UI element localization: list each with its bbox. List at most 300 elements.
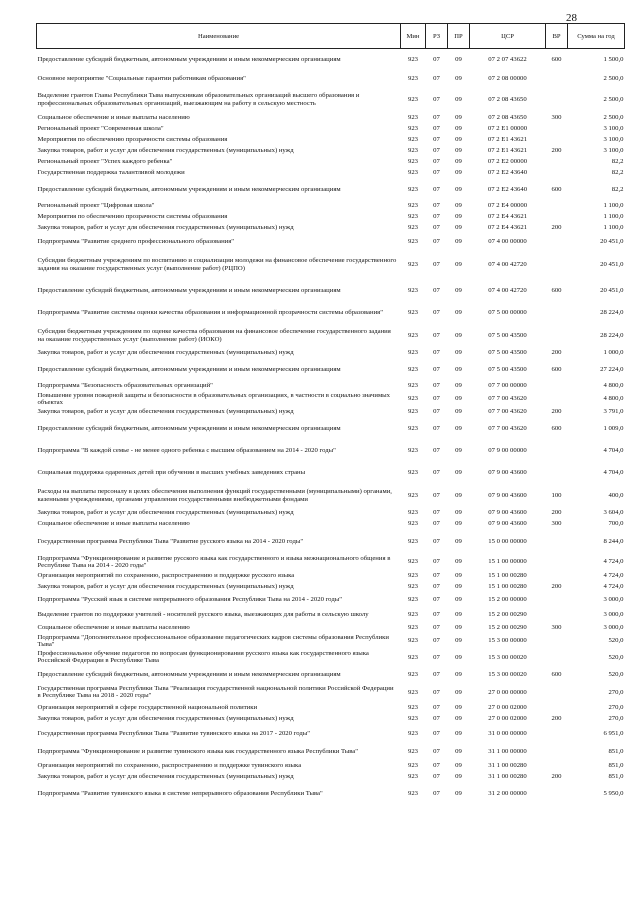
cell-rz: 07 bbox=[433, 202, 440, 210]
cell-sum: 28 224,0 bbox=[600, 332, 624, 340]
cell-csr: 31 1 00 00000 bbox=[488, 748, 527, 756]
cell-min: 923 bbox=[407, 95, 419, 103]
cell-sum: 4 800,0 bbox=[603, 395, 624, 403]
table-row bbox=[37, 179, 625, 201]
cell-vr bbox=[546, 440, 568, 462]
cell-name: Закупка товаров, работ и услуг для обеспечения государственных (муниципальных) нужд bbox=[37, 583, 294, 591]
cell-csr: 07 2 Е2 43640 bbox=[487, 185, 528, 193]
cell-vr: 600 bbox=[551, 286, 562, 294]
cell-sum: 3 000,0 bbox=[603, 596, 624, 604]
cell-pr: 09 bbox=[455, 309, 462, 317]
cell-sum: 1 100,0 bbox=[603, 213, 624, 221]
cell-vr bbox=[546, 554, 568, 571]
cell-sum: 3 100,0 bbox=[603, 125, 624, 133]
cell-pr: 09 bbox=[455, 468, 462, 476]
header-vr: ВР bbox=[546, 24, 568, 49]
cell-name: Закупка товаров, работ и услуг для обеспечения государственных (муниципальных) нужд bbox=[37, 772, 294, 780]
cell-name: Повышение уровня пожарной защиты и безопасности в образовательных организациях, в частности в социально значимых объектах bbox=[37, 391, 391, 407]
cell-vr bbox=[546, 135, 568, 146]
cell-name: Выделение грантов по поддержке учителей - носителей русского языка, выезжающих для работы в сельскую школу bbox=[37, 611, 369, 619]
cell-vr: 200 bbox=[551, 224, 562, 232]
cell-pr: 09 bbox=[455, 202, 462, 210]
cell-csr: 07 2 Е1 43621 bbox=[487, 136, 528, 144]
cell-pr: 09 bbox=[455, 224, 462, 232]
cell-vr: 300 bbox=[551, 114, 562, 122]
cell-sum: 3 100,0 bbox=[603, 147, 624, 155]
cell-name: Подпрограмма "Функционирование и развитие тувинского языка как государственного языка Республики Тыва" bbox=[37, 748, 358, 756]
cell-rz: 07 bbox=[433, 761, 440, 769]
cell-rz: 07 bbox=[433, 509, 440, 517]
cell-pr: 09 bbox=[455, 408, 462, 416]
cell-vr: 200 bbox=[551, 349, 562, 357]
cell-csr: 15 1 00 00280 bbox=[488, 572, 527, 580]
cell-name: Предоставление субсидий бюджетным, автономным учреждениям и иным некоммерческим организациям bbox=[37, 670, 341, 678]
cell-sum: 3 000,0 bbox=[603, 624, 624, 632]
cell-min: 923 bbox=[407, 653, 419, 661]
table-row bbox=[37, 146, 625, 157]
cell-csr: 07 2 08 43650 bbox=[488, 114, 527, 122]
cell-vr bbox=[546, 593, 568, 608]
cell-pr: 09 bbox=[455, 688, 462, 696]
cell-pr: 09 bbox=[455, 509, 462, 517]
cell-rz: 07 bbox=[433, 730, 440, 738]
table-row bbox=[37, 325, 625, 348]
cell-min: 923 bbox=[407, 761, 419, 769]
table-row bbox=[37, 234, 625, 250]
cell-vr bbox=[546, 782, 568, 806]
cell-pr: 09 bbox=[455, 395, 462, 403]
cell-rz: 07 bbox=[433, 169, 440, 177]
table-row bbox=[37, 554, 625, 571]
cell-vr bbox=[546, 702, 568, 713]
cell-pr: 09 bbox=[455, 611, 462, 619]
cell-csr: 07 2 08 43650 bbox=[488, 95, 527, 103]
cell-csr: 07 5 00 43500 bbox=[488, 349, 527, 357]
cell-min: 923 bbox=[407, 468, 419, 476]
cell-vr bbox=[546, 760, 568, 771]
cell-csr: 31 1 00 00280 bbox=[488, 761, 527, 769]
cell-csr: 27 0 00 02000 bbox=[488, 703, 527, 711]
cell-rz: 07 bbox=[433, 468, 440, 476]
cell-sum: 4 724,0 bbox=[603, 572, 624, 580]
cell-name: Подпрограмма "Функционирование и развитие русского языка как государственного и языка межнационального общения в Республике Тыва на 2014 - 2020 годы" bbox=[37, 554, 391, 570]
cell-rz: 07 bbox=[433, 572, 440, 580]
header-row bbox=[37, 24, 625, 49]
cell-csr: 15 0 00 00000 bbox=[488, 537, 527, 545]
cell-pr: 09 bbox=[455, 382, 462, 390]
cell-pr: 09 bbox=[455, 260, 462, 268]
cell-rz: 07 bbox=[433, 714, 440, 722]
table-row bbox=[37, 702, 625, 713]
cell-min: 923 bbox=[407, 520, 419, 528]
cell-pr: 09 bbox=[455, 491, 462, 499]
cell-vr bbox=[546, 649, 568, 666]
table-row bbox=[37, 49, 625, 71]
header-csr: ЦСР bbox=[470, 24, 546, 49]
cell-rz: 07 bbox=[433, 637, 440, 645]
cell-vr: 200 bbox=[551, 509, 562, 517]
cell-rz: 07 bbox=[433, 125, 440, 133]
table-row bbox=[37, 724, 625, 744]
cell-sum: 520,0 bbox=[608, 670, 624, 678]
cell-sum: 1 500,0 bbox=[603, 55, 624, 63]
table-row bbox=[37, 666, 625, 683]
cell-rz: 07 bbox=[433, 703, 440, 711]
cell-name: Подпрограмма "Развитие среднего профессионального образования" bbox=[37, 237, 235, 245]
cell-vr: 200 bbox=[551, 147, 562, 155]
cell-min: 923 bbox=[407, 714, 419, 722]
cell-min: 923 bbox=[407, 395, 419, 403]
cell-vr bbox=[546, 634, 568, 649]
cell-rz: 07 bbox=[433, 772, 440, 780]
table-row bbox=[37, 760, 625, 771]
cell-pr: 09 bbox=[455, 74, 462, 82]
cell-min: 923 bbox=[407, 349, 419, 357]
cell-sum: 270,0 bbox=[608, 688, 624, 696]
cell-name: Подпрограмма "Русский язык в системе непрерывного образования Республики Тыва на 2014 - 2020 годы" bbox=[37, 596, 342, 604]
cell-rz: 07 bbox=[433, 424, 440, 432]
cell-min: 923 bbox=[407, 688, 419, 696]
cell-csr: 07 2 Е4 00000 bbox=[487, 202, 528, 210]
cell-csr: 07 2 Е4 43621 bbox=[487, 213, 528, 221]
table-row bbox=[37, 744, 625, 760]
table-row bbox=[37, 223, 625, 234]
cell-csr: 07 5 00 43500 bbox=[488, 365, 527, 373]
cell-pr: 09 bbox=[455, 637, 462, 645]
cell-pr: 09 bbox=[455, 169, 462, 177]
table-row bbox=[37, 418, 625, 440]
table-row bbox=[37, 135, 625, 146]
cell-sum: 400,0 bbox=[608, 491, 624, 499]
cell-csr: 15 3 00 00020 bbox=[488, 670, 527, 678]
cell-min: 923 bbox=[407, 55, 419, 63]
cell-name: Региональный проект "Цифровая школа" bbox=[37, 202, 155, 210]
table-row bbox=[37, 348, 625, 359]
cell-sum: 4 704,0 bbox=[603, 446, 624, 454]
cell-sum: 700,0 bbox=[608, 520, 624, 528]
cell-vr: 300 bbox=[551, 520, 562, 528]
cell-sum: 20 451,0 bbox=[600, 237, 624, 245]
cell-pr: 09 bbox=[455, 748, 462, 756]
cell-vr bbox=[546, 724, 568, 744]
cell-name: Социальное обеспечение и иные выплаты населению bbox=[37, 624, 190, 632]
cell-sum: 851,0 bbox=[608, 772, 624, 780]
table-row bbox=[37, 407, 625, 418]
cell-rz: 07 bbox=[433, 213, 440, 221]
cell-pr: 09 bbox=[455, 558, 462, 566]
table-row bbox=[37, 359, 625, 381]
cell-min: 923 bbox=[407, 424, 419, 432]
cell-pr: 09 bbox=[455, 114, 462, 122]
cell-vr bbox=[546, 201, 568, 212]
cell-min: 923 bbox=[407, 136, 419, 144]
cell-vr bbox=[546, 530, 568, 554]
page-number: 28 bbox=[566, 12, 577, 24]
cell-pr: 09 bbox=[455, 583, 462, 591]
table-row bbox=[37, 782, 625, 806]
cell-sum: 3 100,0 bbox=[603, 136, 624, 144]
cell-pr: 09 bbox=[455, 185, 462, 193]
table-row bbox=[37, 484, 625, 508]
cell-min: 923 bbox=[407, 125, 419, 133]
cell-rz: 07 bbox=[433, 790, 440, 798]
cell-rz: 07 bbox=[433, 237, 440, 245]
cell-sum: 1 000,0 bbox=[603, 349, 624, 357]
cell-vr bbox=[546, 302, 568, 325]
cell-min: 923 bbox=[407, 286, 419, 294]
table-row bbox=[37, 440, 625, 462]
cell-sum: 20 451,0 bbox=[600, 260, 624, 268]
cell-sum: 3 791,0 bbox=[603, 408, 624, 416]
cell-min: 923 bbox=[407, 611, 419, 619]
cell-vr bbox=[546, 124, 568, 135]
cell-rz: 07 bbox=[433, 446, 440, 454]
cell-name: Закупка товаров, работ и услуг для обеспечения государственных (муниципальных) нужд bbox=[37, 408, 294, 416]
cell-vr bbox=[546, 392, 568, 407]
cell-min: 923 bbox=[407, 185, 419, 193]
table-header bbox=[37, 24, 625, 49]
cell-name: Выделение грантов Главы Республики Тыва выпускникам образовательных организаций высшего образования и профессиональных образовательных организаций, выезжающим на работу в сельскую местность bbox=[37, 91, 360, 107]
cell-csr: 07 2 Е2 43640 bbox=[487, 169, 528, 177]
cell-sum: 82,2 bbox=[611, 185, 624, 193]
cell-csr: 07 9 00 43600 bbox=[488, 509, 527, 517]
cell-pr: 09 bbox=[455, 653, 462, 661]
table-row bbox=[37, 381, 625, 392]
header-name: Наименование bbox=[37, 24, 401, 49]
table-row bbox=[37, 771, 625, 782]
cell-min: 923 bbox=[407, 332, 419, 340]
cell-name: Организация мероприятий по сохранению, распространению и поддержке тувинского языка bbox=[37, 761, 302, 769]
cell-vr: 600 bbox=[551, 55, 562, 63]
cell-sum: 1 009,0 bbox=[603, 424, 624, 432]
cell-sum: 3 604,0 bbox=[603, 509, 624, 517]
cell-pr: 09 bbox=[455, 596, 462, 604]
cell-pr: 09 bbox=[455, 237, 462, 245]
cell-sum: 270,0 bbox=[608, 714, 624, 722]
cell-vr: 200 bbox=[551, 714, 562, 722]
table-row bbox=[37, 250, 625, 280]
cell-sum: 1 100,0 bbox=[603, 202, 624, 210]
cell-pr: 09 bbox=[455, 158, 462, 166]
cell-rz: 07 bbox=[433, 558, 440, 566]
cell-min: 923 bbox=[407, 637, 419, 645]
cell-min: 923 bbox=[407, 509, 419, 517]
cell-name: Подпрограмма "Безопасность образовательных организаций" bbox=[37, 382, 213, 390]
cell-pr: 09 bbox=[455, 424, 462, 432]
cell-name: Подпрограмма "Развитие тувинского языка в системе непрерывного образования Республики Тыва" bbox=[37, 790, 323, 798]
cell-sum: 4 704,0 bbox=[603, 468, 624, 476]
cell-sum: 2 500,0 bbox=[603, 95, 624, 103]
cell-min: 923 bbox=[407, 224, 419, 232]
cell-pr: 09 bbox=[455, 349, 462, 357]
cell-rz: 07 bbox=[433, 408, 440, 416]
cell-rz: 07 bbox=[433, 491, 440, 499]
cell-pr: 09 bbox=[455, 703, 462, 711]
cell-vr: 200 bbox=[551, 583, 562, 591]
cell-min: 923 bbox=[407, 213, 419, 221]
cell-name: Государственная программа Республики Тыва "Развитие русского языка на 2014 - 2020 годы" bbox=[37, 537, 304, 545]
table-row bbox=[37, 212, 625, 223]
cell-name: Государственная поддержка талантливой молодежи bbox=[37, 169, 185, 177]
table-row bbox=[37, 713, 625, 724]
table-row bbox=[37, 582, 625, 593]
table-row bbox=[37, 201, 625, 212]
table-row bbox=[37, 302, 625, 325]
cell-csr: 15 1 00 00000 bbox=[488, 558, 527, 566]
cell-rz: 07 bbox=[433, 55, 440, 63]
cell-pr: 09 bbox=[455, 136, 462, 144]
cell-rz: 07 bbox=[433, 596, 440, 604]
cell-name: Расходы на выплаты персоналу в целях обеспечения выполнения функций государственными (муниципальными) органами, казенными учреждениями, органами управления государственными внебюджетными фондами bbox=[37, 488, 392, 503]
cell-rz: 07 bbox=[433, 95, 440, 103]
cell-rz: 07 bbox=[433, 382, 440, 390]
cell-sum: 82,2 bbox=[611, 158, 624, 166]
cell-sum: 2 500,0 bbox=[603, 74, 624, 82]
cell-sum: 3 000,0 bbox=[603, 611, 624, 619]
cell-pr: 09 bbox=[455, 537, 462, 545]
cell-csr: 31 0 00 00000 bbox=[488, 730, 527, 738]
cell-sum: 520,0 bbox=[608, 637, 624, 645]
cell-csr: 27 0 00 02000 bbox=[488, 714, 527, 722]
cell-csr: 07 2 Е2 00000 bbox=[487, 158, 528, 166]
cell-vr: 300 bbox=[551, 624, 562, 632]
table-row bbox=[37, 157, 625, 168]
cell-min: 923 bbox=[407, 74, 419, 82]
cell-vr: 200 bbox=[551, 772, 562, 780]
cell-pr: 09 bbox=[455, 286, 462, 294]
cell-rz: 07 bbox=[433, 158, 440, 166]
cell-csr: 07 9 00 43600 bbox=[488, 491, 527, 499]
cell-pr: 09 bbox=[455, 772, 462, 780]
cell-csr: 07 9 00 43600 bbox=[488, 468, 527, 476]
table-row bbox=[37, 519, 625, 530]
cell-min: 923 bbox=[407, 169, 419, 177]
cell-rz: 07 bbox=[433, 136, 440, 144]
table-row bbox=[37, 124, 625, 135]
cell-name: Основное мероприятие "Социальные гарантии работникам образования" bbox=[37, 74, 246, 82]
cell-name: Подпрограмма "Развитие системы оценки качества образования и информационной прозрачности системы образования" bbox=[37, 309, 383, 317]
cell-min: 923 bbox=[407, 309, 419, 317]
table-row bbox=[37, 462, 625, 484]
cell-name: Региональный проект "Успех каждого ребенка" bbox=[37, 158, 173, 166]
cell-csr: 07 7 00 43620 bbox=[488, 408, 527, 416]
cell-vr bbox=[546, 157, 568, 168]
cell-vr: 200 bbox=[551, 408, 562, 416]
cell-min: 923 bbox=[407, 596, 419, 604]
cell-min: 923 bbox=[407, 382, 419, 390]
cell-csr: 07 2 08 00000 bbox=[488, 74, 527, 82]
cell-rz: 07 bbox=[433, 395, 440, 403]
cell-csr: 07 2 Е1 00000 bbox=[487, 125, 528, 133]
cell-pr: 09 bbox=[455, 332, 462, 340]
cell-name: Мероприятия по обеспечению прозрачности системы образования bbox=[37, 213, 228, 221]
cell-pr: 09 bbox=[455, 714, 462, 722]
cell-name: Социальное обеспечение и иные выплаты населению bbox=[37, 520, 190, 528]
cell-csr: 07 4 00 42720 bbox=[488, 286, 527, 294]
cell-sum: 5 950,0 bbox=[603, 790, 624, 798]
cell-rz: 07 bbox=[433, 365, 440, 373]
table-row bbox=[37, 634, 625, 649]
cell-name: Предоставление субсидий бюджетным, автономным учреждениям и иным некоммерческим организациям bbox=[37, 365, 341, 373]
cell-csr: 07 7 00 43620 bbox=[488, 395, 527, 403]
cell-rz: 07 bbox=[433, 74, 440, 82]
cell-name: Предоставление субсидий бюджетным, автономным учреждениям и иным некоммерческим организациям bbox=[37, 424, 341, 432]
cell-vr: 600 bbox=[551, 670, 562, 678]
table-row bbox=[37, 623, 625, 634]
cell-rz: 07 bbox=[433, 286, 440, 294]
cell-rz: 07 bbox=[433, 611, 440, 619]
cell-csr: 07 9 00 43600 bbox=[488, 520, 527, 528]
table-row bbox=[37, 113, 625, 124]
cell-rz: 07 bbox=[433, 332, 440, 340]
cell-csr: 27 0 00 00000 bbox=[488, 688, 527, 696]
cell-sum: 28 224,0 bbox=[600, 309, 624, 317]
cell-min: 923 bbox=[407, 237, 419, 245]
cell-sum: 8 244,0 bbox=[603, 537, 624, 545]
cell-vr: 600 bbox=[551, 424, 562, 432]
cell-csr: 07 4 00 42720 bbox=[488, 260, 527, 268]
cell-csr: 31 2 00 00000 bbox=[488, 790, 527, 798]
cell-vr bbox=[546, 71, 568, 87]
table-row bbox=[37, 608, 625, 623]
table-row bbox=[37, 508, 625, 519]
cell-pr: 09 bbox=[455, 572, 462, 580]
cell-pr: 09 bbox=[455, 55, 462, 63]
cell-sum: 27 224,0 bbox=[600, 365, 624, 373]
cell-sum: 4 724,0 bbox=[603, 558, 624, 566]
cell-min: 923 bbox=[407, 158, 419, 166]
cell-vr bbox=[546, 168, 568, 179]
cell-name: Закупка товаров, работ и услуг для обеспечения государственных (муниципальных) нужд bbox=[37, 224, 294, 232]
cell-vr bbox=[546, 212, 568, 223]
cell-rz: 07 bbox=[433, 688, 440, 696]
cell-sum: 4 800,0 bbox=[603, 382, 624, 390]
cell-name: Закупка товаров, работ и услуг для обеспечения государственных (муниципальных) нужд bbox=[37, 509, 294, 517]
cell-sum: 520,0 bbox=[608, 653, 624, 661]
table-row bbox=[37, 168, 625, 179]
cell-vr bbox=[546, 325, 568, 348]
budget-table bbox=[36, 23, 625, 806]
header-min: Мин bbox=[401, 24, 426, 49]
cell-csr: 15 2 00 00290 bbox=[488, 611, 527, 619]
table-body bbox=[37, 49, 625, 806]
cell-sum: 270,0 bbox=[608, 703, 624, 711]
cell-vr bbox=[546, 608, 568, 623]
cell-name: Социальная поддержка одаренных детей при обучении в высших учебных заведениях страны bbox=[37, 468, 306, 476]
cell-min: 923 bbox=[407, 365, 419, 373]
cell-vr bbox=[546, 234, 568, 250]
cell-name: Государственная программа Республики Тыва "Реализация государственной национальной политики Российской Федерации в Республике Тыва на 2018 - 2020 годы" bbox=[37, 684, 394, 700]
cell-min: 923 bbox=[407, 114, 419, 122]
cell-rz: 07 bbox=[433, 309, 440, 317]
cell-vr: 100 bbox=[551, 491, 562, 499]
table-row bbox=[37, 530, 625, 554]
cell-sum: 4 724,0 bbox=[603, 583, 624, 591]
table-row bbox=[37, 649, 625, 666]
header-rz: РЗ bbox=[426, 24, 448, 49]
cell-min: 923 bbox=[407, 748, 419, 756]
cell-pr: 09 bbox=[455, 147, 462, 155]
cell-csr: 15 1 00 00280 bbox=[488, 583, 527, 591]
cell-min: 923 bbox=[407, 260, 419, 268]
cell-rz: 07 bbox=[433, 224, 440, 232]
cell-min: 923 bbox=[407, 572, 419, 580]
cell-name: Региональный проект "Современная школа" bbox=[37, 125, 164, 133]
cell-min: 923 bbox=[407, 624, 419, 632]
cell-vr bbox=[546, 744, 568, 760]
cell-pr: 09 bbox=[455, 670, 462, 678]
cell-csr: 15 2 00 00290 bbox=[488, 624, 527, 632]
